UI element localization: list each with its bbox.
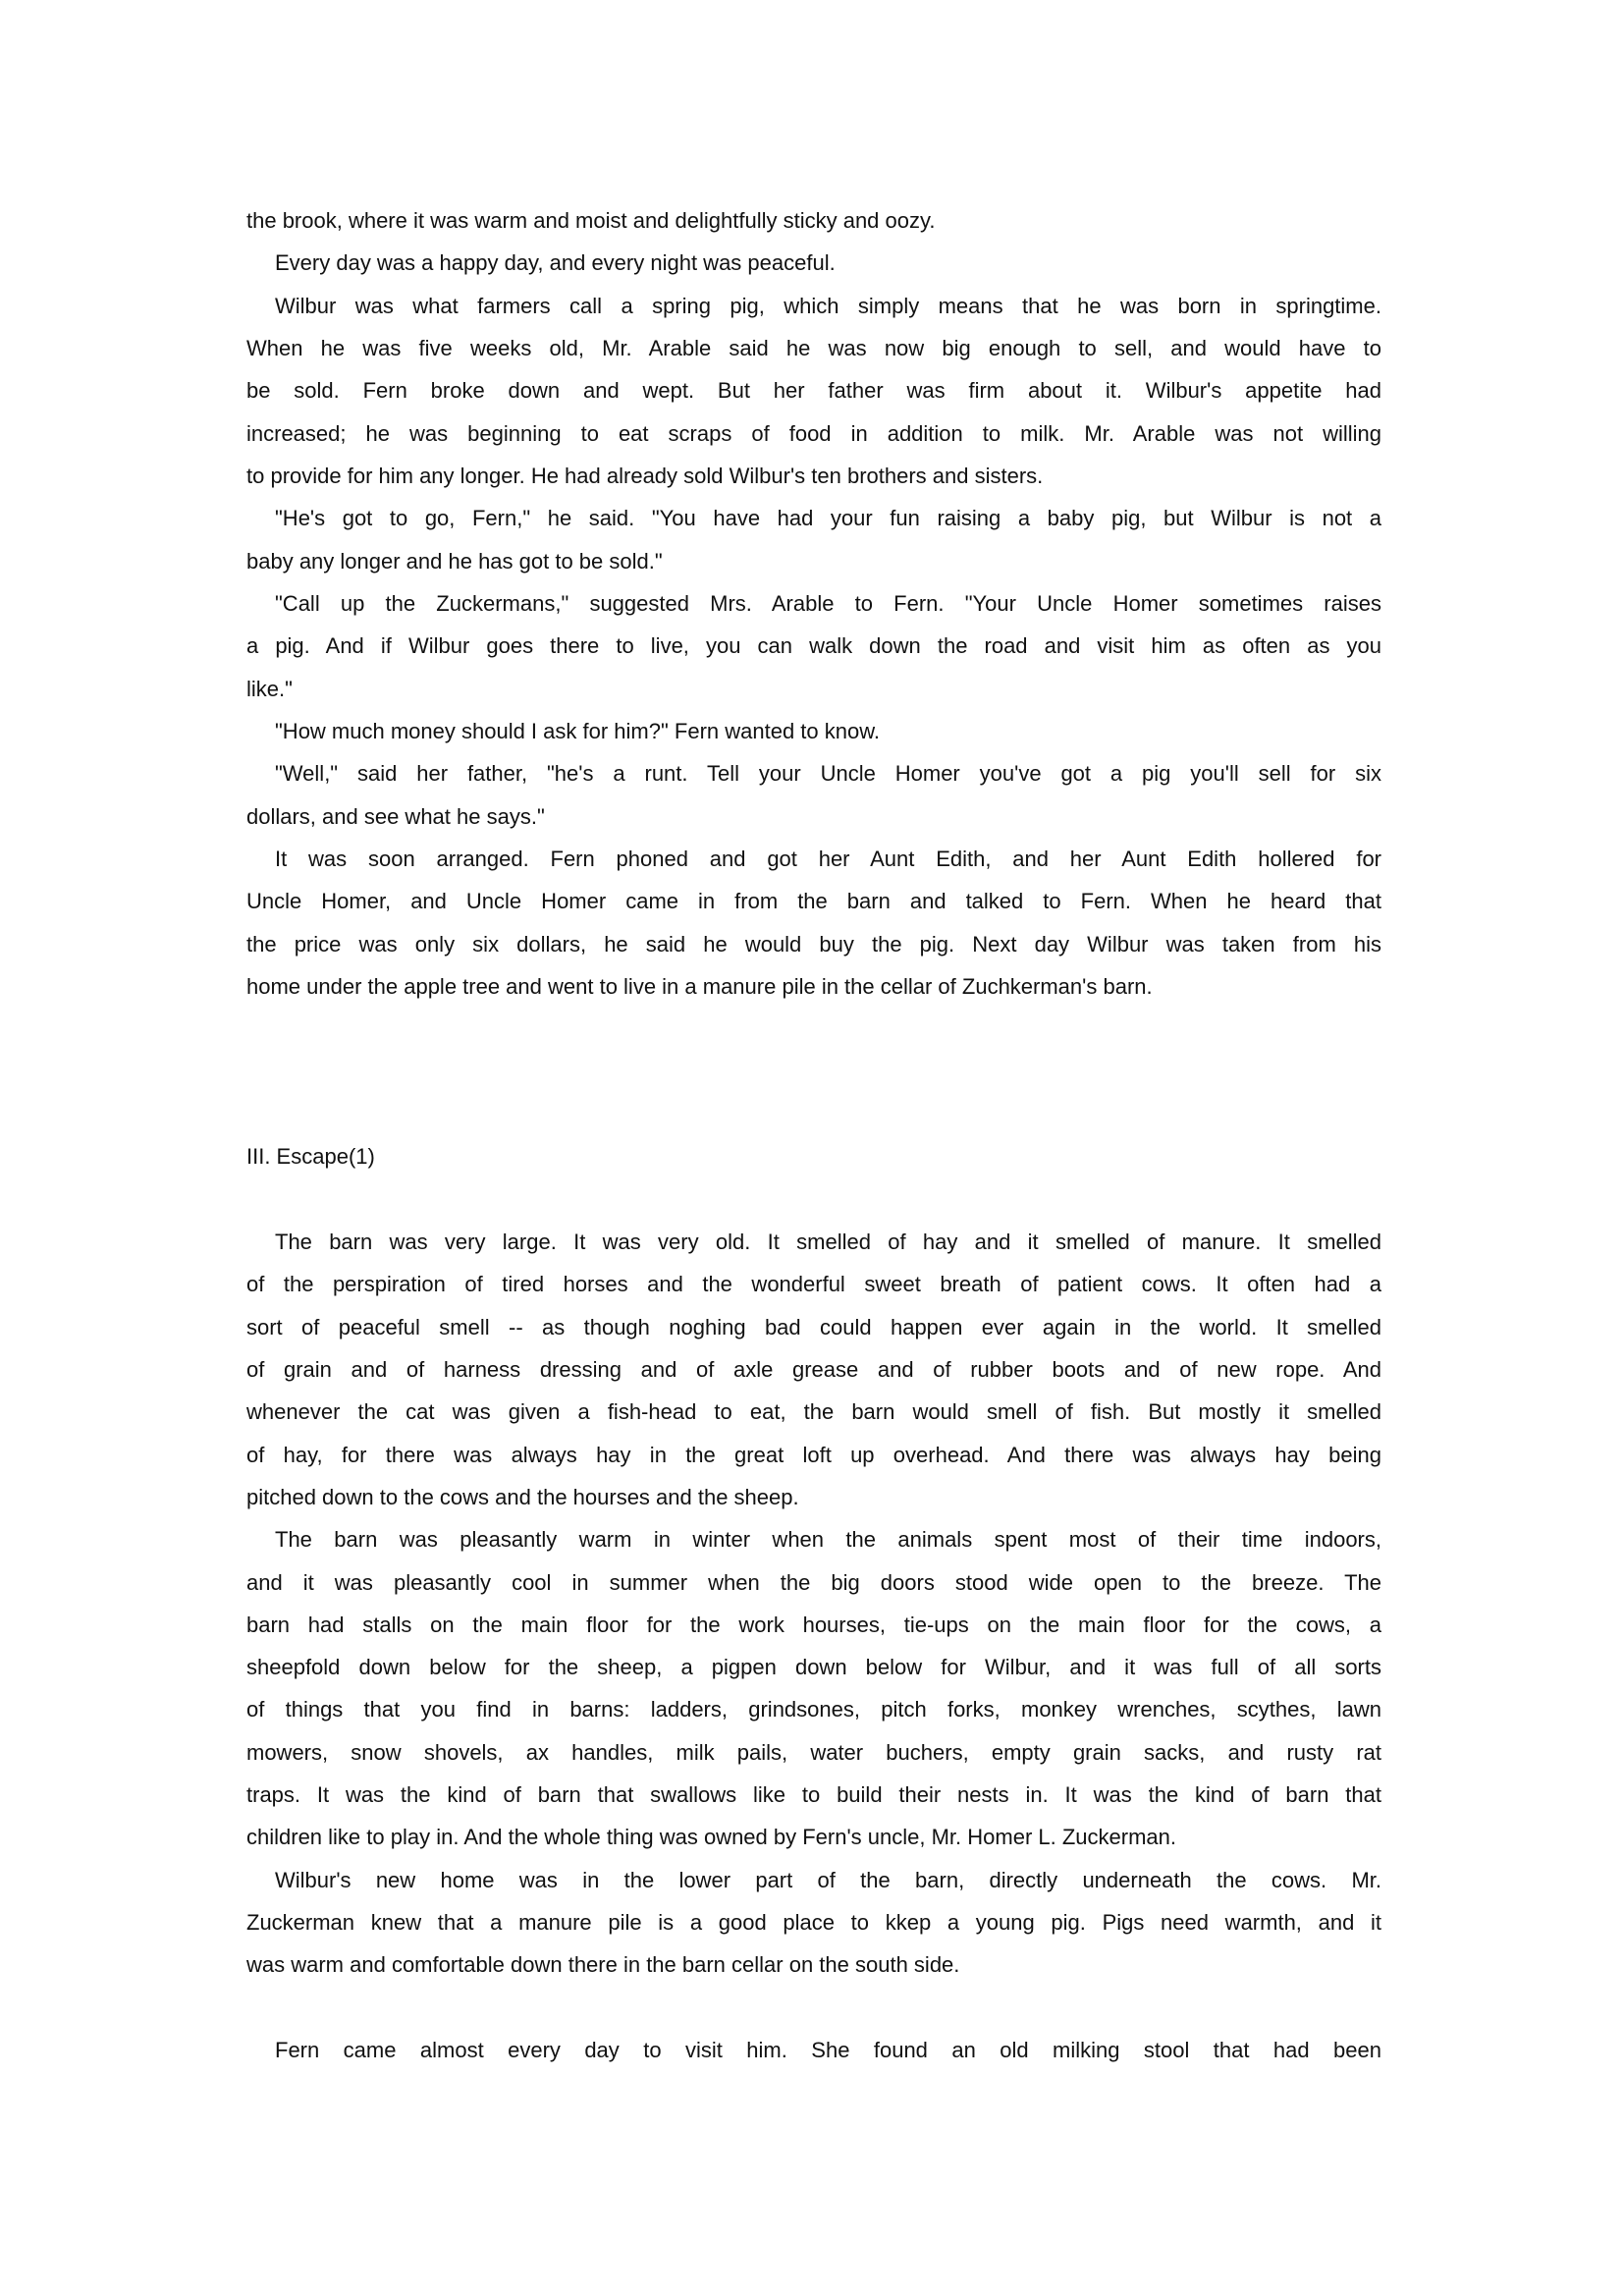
text-line: The barn was pleasantly warm in winter when the animals spent most of their time indoors,	[275, 1527, 1381, 1553]
text-line: sort of peaceful smell -- as though noghing bad could happen ever again in the world. It smelled	[246, 1314, 1381, 1339]
text-line: Every day was a happy day, and every night was peaceful.	[275, 250, 836, 276]
text-column	[246, 199, 1381, 2071]
text-line: to provide for him any longer. He had already sold Wilbur's ten brothers and sisters.	[246, 463, 1044, 488]
paragraph	[246, 497, 1381, 582]
paragraph	[246, 710, 1381, 752]
paragraph	[246, 1221, 1381, 1518]
text-line: traps. It was the kind of barn that swallows like to build their nests in. It was the kind of barn that	[246, 1782, 1381, 1808]
blank-line	[246, 1178, 1381, 1221]
text-line: barn had stalls on the main floor for the work hourses, tie-ups on the main floor for the cows, a	[246, 1612, 1381, 1637]
text-line: Wilbur's new home was in the lower part of the barn, directly underneath the cows. Mr.	[275, 1867, 1381, 1892]
text-line: of hay, for there was always hay in the great loft up overhead. And there was always hay being	[246, 1442, 1381, 1467]
blank-line	[246, 1051, 1381, 1093]
text-line: of things that you find in barns: ladders, grindsones, pitch forks, monkey wrenches, scythes, lawn	[246, 1697, 1381, 1722]
text-line: Uncle Homer, and Uncle Homer came in from the barn and talked to Fern. When he heard that	[246, 889, 1381, 914]
paragraph	[246, 838, 1381, 1008]
text-line: like."	[246, 676, 293, 701]
text-line: Fern came almost every day to visit him. She found an old milking stool that had been	[275, 2038, 1381, 2063]
text-line: The barn was very large. It was very old. It smelled of hay and it smelled of manure. It smelled	[275, 1229, 1381, 1254]
text-line: whenever the cat was given a fish-head to eat, the barn would smell of fish. But mostly it smelled	[246, 1399, 1381, 1425]
text-line: mowers, snow shovels, ax handles, milk pails, water buchers, empty grain sacks, and rusty rat	[246, 1739, 1381, 1765]
blank-line	[246, 1987, 1381, 2029]
text-line: It was soon arranged. Fern phoned and got her Aunt Edith, and her Aunt Edith hollered for	[275, 846, 1381, 871]
text-line: a pig. And if Wilbur goes there to live, you can walk down the road and visit him as often as you	[246, 633, 1381, 659]
text-line: dollars, and see what he says."	[246, 803, 545, 829]
text-line: baby any longer and he has got to be sold."	[246, 548, 663, 574]
paragraph	[246, 285, 1381, 498]
text-line: "He's got to go, Fern," he said. "You have had your fun raising a baby pig, but Wilbur is not a	[275, 506, 1381, 531]
chapter-heading: III. Escape(1)	[246, 1144, 375, 1170]
text-line: of the perspiration of tired horses and the wonderful sweet breath of patient cows. It often had a	[246, 1272, 1381, 1297]
text-line: "Call up the Zuckermans," suggested Mrs. Arable to Fern. "Your Uncle Homer sometimes raises	[275, 590, 1381, 616]
paragraph	[246, 752, 1381, 838]
text-line: "How much money should I ask for him?" Fern wanted to know.	[275, 718, 881, 743]
text-line: sheepfold down below for the sheep, a pigpen down below for Wilbur, and it was full of all sorts	[246, 1655, 1381, 1680]
paragraph	[246, 582, 1381, 710]
paragraph	[246, 1518, 1381, 1859]
text-line: of grain and of harness dressing and of axle grease and of rubber boots and of new rope. And	[246, 1356, 1381, 1382]
text-line: the brook, where it was warm and moist and delightfully sticky and oozy.	[246, 208, 936, 233]
text-line: the price was only six dollars, he said he would buy the pig. Next day Wilbur was taken from his	[246, 931, 1381, 957]
text-line: increased; he was beginning to eat scraps of food in addition to milk. Mr. Arable was not willing	[246, 420, 1381, 446]
text-line: be sold. Fern broke down and wept. But her father was firm about it. Wilbur's appetite had	[246, 378, 1381, 404]
blank-line	[246, 1093, 1381, 1135]
text-line: Wilbur was what farmers call a spring pig, which simply means that he was born in springtime.	[275, 293, 1381, 318]
paragraph	[246, 1859, 1381, 1987]
paragraph	[246, 199, 1381, 242]
paragraph	[246, 242, 1381, 284]
paragraph	[246, 2029, 1381, 2071]
text-line: pitched down to the cows and the hourses and the sheep.	[246, 1484, 799, 1509]
text-line: children like to play in. And the whole thing was owned by Fern's uncle, Mr. Homer L. Zuckerman.	[246, 1825, 1176, 1850]
text-line: "Well," said her father, "he's a runt. Tell your Uncle Homer you've got a pig you'll sell for six	[275, 761, 1381, 787]
text-line: was warm and comfortable down there in the barn cellar on the south side.	[246, 1952, 960, 1978]
blank-line	[246, 1008, 1381, 1050]
text-line: and it was pleasantly cool in summer when the big doors stood wide open to the breeze. The	[246, 1569, 1381, 1595]
text-line: When he was five weeks old, Mr. Arable said he was now big enough to sell, and would have to	[246, 335, 1381, 360]
text-line: Zuckerman knew that a manure pile is a good place to kkep a young pig. Pigs need warmth, and it	[246, 1910, 1381, 1936]
text-line: home under the apple tree and went to live in a manure pile in the cellar of Zuchkerman's barn.	[246, 973, 1153, 999]
